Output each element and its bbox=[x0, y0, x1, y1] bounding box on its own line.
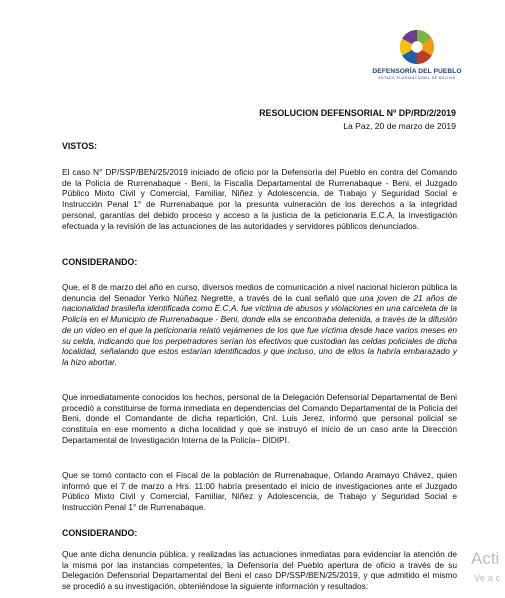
vistos-paragraph: El caso N° DP/SSP/BEN/25/2019 iniciado de oficio por la Defensoría del Pueblo en contra del Comando de la Policía de Rurrenabaque - Beni, la Fiscalía Departamental de Rurrenabaque - Beni, el Juzgado Público Mixto Civil y Comercial, Familiar, Niñez y Adolescencia, de Trabajo y Seguridad Social e Instrucción Penal 1° de Rurrenabaque por la presunta vulneración de los derechos a la integridad personal, garantías del debido proceso y acceso a la justicia de la peticionaria E.C.A, la investigación efectuada y la revisión de las actuaciones de las autoridades y servidores públicos denunciados. bbox=[62, 167, 457, 231]
considerando-heading-2: CONSIDERANDO: bbox=[62, 528, 138, 538]
activation-watermark: Acti bbox=[471, 549, 500, 568]
vistos-heading: VISTOS: bbox=[62, 141, 98, 151]
logo-subtitle: ESTADO PLURINACIONAL DE BOLIVIA bbox=[378, 76, 456, 80]
considerando-1-paragraph-1 bbox=[62, 282, 457, 368]
defensoria-emblem-icon bbox=[398, 28, 436, 66]
considerando-heading-1: CONSIDERANDO: bbox=[62, 257, 138, 267]
paragraph-text: Que, el 8 de marzo del año en curso, diversos medios de comunicación a nivel nacional hicieron pública la denuncia del Senador Yerko Núñez Negrette, a través de la cual señaló que bbox=[62, 282, 457, 303]
considerando-2-paragraph-1: Que ante dicha denuncia pública, y realizadas las actuaciones inmediatas para evidenciar la atención de la misma por las instancias competentes, la Defensoría del Pueblo apertura de oficio a través de su Delegación Defensorial Departamental del Beni el caso DP/SSP/BEN/25/2019, y que admitido el mismo se procedió a su investigación, obteniéndose la siguiente información y resultados: bbox=[62, 549, 457, 592]
resolution-title: RESOLUCION DEFENSORIAL Nº DP/RD/2/2019 bbox=[259, 108, 456, 118]
quoted-italic-text: una joven de 21 años de nacionalidad brasileña identificada como E.C.A. fue víctima de abusos y violaciones en una carceleta de la Policía en el Municipio de Rurrenabaque - Beni, donde ella se encontraba detenida, a través de la difusión de un video en el que la peticionaria relató vejámenes de los que fue víctima desde hace varios meses en su celda, indicando que los perpetradores serían los efectivos que custodian las celdas policiales de dicha localidad, señalando que estos estarían identificados y que incluso, uno de ellos la habría embarazado y la hizo abortar. bbox=[62, 292, 457, 367]
activation-watermark-sub: Ve a c bbox=[474, 573, 501, 584]
resolution-date: La Paz, 20 de marzo de 2019 bbox=[343, 121, 456, 131]
considerando-1-paragraph-3: Que se tomó contacto con el Fiscal de la población de Rurrenabaque, Orlando Aramayo Chávez, quien informó que el 7 de marzo a Hrs. 11:00 habría presentado el inicio de investigaciones ante el Juzgado Público Mixto Civil y Comercial, Familiar, Niñez y Adolescencia, de Trabajo y Seguridad Social e Instrucción Penal 1° de Rurrenabaque. bbox=[62, 470, 457, 513]
considerando-1-paragraph-2: Que inmediatamente conocidos los hechos, personal de la Delegación Defensorial Departamental de Beni procedió a constituirse de forma inmediata en dependencias del Comando Departamental de la Policía del Beni, donde el Comandante de dicha repartición, Cnl. Luis Jerez, informó que personal policial se constituía en ese momento a dicha localidad y que se instruyó el inicio de un caso ante la Dirección Departamental de Investigación Interna de la Policía– DIDIPI. bbox=[62, 392, 457, 445]
defensoria-logo bbox=[358, 28, 476, 98]
logo-name: DEFENSORÍA DEL PUEBLO bbox=[372, 68, 462, 75]
